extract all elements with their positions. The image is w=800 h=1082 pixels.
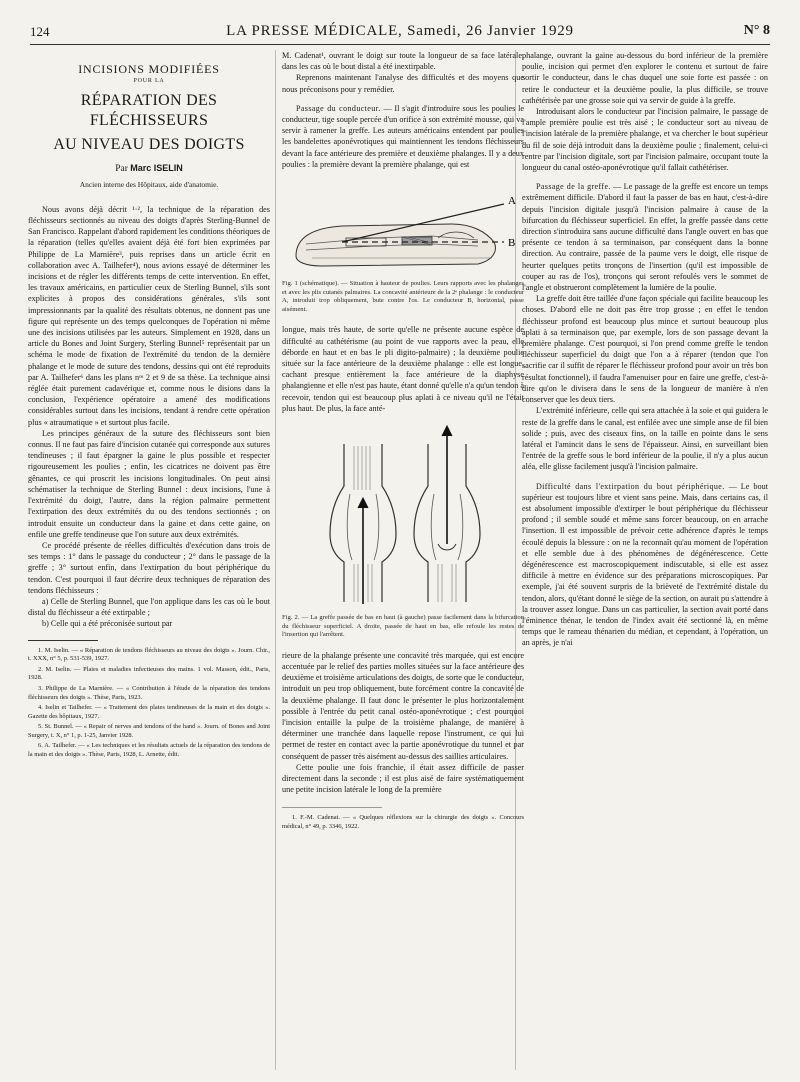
column-3 <box>522 50 768 649</box>
body-paragraph: L'extrémité inférieure, celle qui sera attachée à la soie et qui guidera le reste de la greffe dans le canal, est enfilée avec une simple anse de fil bien solide ; puis, avec des ciseaux fins, on la taille en pointe dans le sens latéral et l'amincit dans le sens de l'épaisseur. Ainsi, en surveillant bien l'entrée de la greffe sous le bord inférieur de la poulie, il n'y a plus aucun aléa, elle glisse facilement jusqu'à l'incision palmaire. <box>522 406 768 472</box>
section-text: — Le passage de la greffe est encore un temps extrêmement difficile. D'abord il faut la passer de bas en haut, c'est-à-dire depuis l'incision digitale jusqu'à l'incision palmaire à cause de la bifurcation du fléchisseur superficiel. En effet, la greffe passée dans cette direction s'introduira sans aucune difficulté dans l'angle ouvert en bas que présente ce tendon à sa terminaison, par conséquent dans la bonne direction. Au contraire, passée de la paume vers le doigt, elle risque de heurter quelques petits tronçons de l'insertion (qu'il est impossible de couper au ras de l'os), tronçons qui seront refoulés vers le sommet de l'angle et obstrueront complètement la lumière de la poulie. <box>522 182 768 293</box>
section-text: — Il s'agit d'introduire sous les poulies le conducteur, tige souple percée d'un orifice à son extrémité mousse, qui va servir à ramener la greffe. Les auteurs américains entendent par poulies les bandelettes aponévrotiques qui maintiennent les tendons fléchisseurs devant la face antérieure des première et deuxième phalanges. Il y a deux poulies : la première devant la première phalange, qui est <box>282 103 524 169</box>
article-heading <box>28 64 270 190</box>
column-1 <box>28 50 270 762</box>
figure-1-illustration <box>282 180 524 276</box>
author-name: Marc ISELIN <box>130 163 183 174</box>
section-paragraph <box>522 481 768 649</box>
section-paragraph <box>282 103 524 170</box>
section-text: — Le bout supérieur est toujours libre et vient sans peine. Mais, dans certains cas, il est absolument impossible d'extirper le bout périphérique du fléchisseur profond ; il semble soudé et même sans forcer beaucoup, on en arrache l'insertion. Il est impossible de prévoir cette adhérence d'après le temps écoulé depuis la blessure : on ne la reconnaît qu'au moment de l'opération et elle semble due à des phénomènes de dégénérescence. Cette dégénérescence est macroscopiquement indiscutable, si elle est assez difficile à mettre en évidence sur des préparations microscopiques. Par exemple, j'ai été souvent surpris de la brièveté de l'extrémité distale du tendon, alors, qu'étant donné le siège de la section, on aurait pu s'attendre à la trouver assez longue. Dans un cas particulier, la section avait porté dans l'éminence thénar, le tendon de l'index avait été sectionné là, en même temps que le rameau thénarien du médian, et cependant, à l'opération, un an après, je n'ai <box>522 481 768 648</box>
body-paragraph: b) Celle qui a été préconisée surtout par <box>42 619 173 629</box>
footnote: 6. A. Tailhefer. — « Les techniques et les résultats actuels de la réparation des tendons de la main et des doigts ». Thèse, Paris, 1928, L. Arnette, édit. <box>28 742 270 759</box>
fig1-label-a: A <box>508 195 516 208</box>
body-paragraph: La greffe doit être taillée d'une façon spéciale qui facilite beaucoup les choses. D'abord elle ne doit pas être trop grosse ; en effet le tendon fléchisseur profond est beaucoup plus mince et surtout beaucoup plus aplati à sa terminaison que, par exemple, lors de son passage devant la première phalange. C'est pourquoi, si l'on prend comme greffe le tendon fléchisseur superficiel du doigt que l'on a à réparer (tendon que l'on sacrifie car il suffit de réparer le fléchisseur profond pour avoir un très bon résultat fonctionnel), il faudra l'amenuiser pour en faire une greffe, c'est-à-dire qu'on le divisera dans le sens de la longueur de manière à n'en conserver que les deux tiers. <box>522 294 768 405</box>
footnote: 1. F.-M. Cadenat. — « Quelques réflexions sur la chirurgie des doigts ». Concours médical, n° 49, p. 3346, 1922. <box>282 814 524 831</box>
body-paragraph: longue, mais très haute, de sorte qu'elle ne présente aucune espèce de difficulté au cathétérisme (au point de vue rapports avec la peau, elle déborde en haut et en bas le pli digito-palmaire) ; la deuxième poulie située sur la face antérieure de la deuxième phalange : elle est longue, cachant presque entièrement la face antérieure de la diaphyse phalangienne et elle n'est pas haute, étant donné qu'elle n'a qu'un tendon à recevoir, tendon qui est beaucoup plus aplati à ce niveau qu'il ne l'était plus haut. De plus, la face anté- <box>282 325 524 413</box>
author-affiliation: Ancien interne des Hôpitaux, aide d'anatomie. <box>79 179 219 189</box>
body-paragraph: rieure de la phalange présente une concavité très marquée, qui est encore accentuée par le relief des parties molles situées sur la face antérieure des deuxième et troisième articulations des doigts, de sorte que le conducteur, introduit un peu trop obliquement, bute forcément contre la concavité de la deuxième phalange. Il faut donc le présenter le plus horizontalement possible à l'entrée du petit canal ostéo-aponévrotique ; c'est pourquoi l'incision entaille la pulpe de la troisième phalange, de manière à déterminer une tranchée dans laquelle repose l'instrument, ce qui lui permet de rester en contact avec la partie aponévrotique du tunnel et par conséquent de passer très aisément au-dessus des saillies articulaires. <box>282 650 524 761</box>
figure-2-illustration <box>282 424 524 610</box>
body-paragraph: Ce procédé présente de réelles difficultés d'exécution dans trois de ses temps : 1° dans le passage du conducteur ; 2° dans le passage de la greffe ; 3° surtout enfin, dans l'extirpation du bout périphérique du tendon. C'est pourquoi il faut décrire deux techniques de réparation des tendons fléchisseurs : <box>28 540 270 595</box>
article-pour-la: POUR LA <box>133 78 165 85</box>
figure-2-caption: Fig. 2. — La greffe passée de bas en haut (à gauche) passe facilement dans la bifurcation du fléchisseur superficiel. A droite, passée de haut en bas, elle refoule les restes de l'insertion qui l'arrêtent. <box>282 614 524 639</box>
column-divider <box>275 50 276 1070</box>
article-kicker: INCISIONS MODIFIÉES <box>78 62 220 76</box>
body-paragraph: a) Celle de Sterling Bunnel, que l'on applique dans les cas où le bout distal du fléchisseur a été extirpable ; <box>28 596 270 618</box>
body-paragraph: Reprenons maintenant l'analyse des difficultés et des moyens que nous préconisons pour y remédier. <box>282 73 524 94</box>
body-paragraph: Introduisant alors le conducteur par l'incision palmaire, le passage de l'ample première poulie est très aisé ; le conducteur sort au niveau de l'incision latérale de la première phalange, et va chercher le bout supérieur du fil de soie déjà introduit dans la deuxième poulie ; finalement, celui-ci rentre par l'incision digitale, sort par l'incision palmaire, occupant toute la longueur du canal ostéo-aponévrotique qu'il fallait cathétériser. <box>522 107 768 173</box>
footnote: 4. Iselin et Tailhefer. — « Traitement des plaies tendineuses de la main et des doigts ». Gazette des hôpitaux, 1927. <box>28 704 270 720</box>
page-header <box>30 10 770 45</box>
body-paragraph: Les principes généraux de la suture des fléchisseurs sont bien connus. Il ne faut pas faire d'incision cutanée qui corresponde aux sutures tendineuses ; il faut épargner la gaine le plus possible et respecter rigoureusement les poulies ; enfin, les cicatrices ne doivent pas être gênantes, ce qui proscrit les incisions longitudinales. On peut ainsi schématiser la technique de Sterling Bunnel : deux incisions, l'une à l'extrémité du doigt, l'autre, dans la région palmaire permettent l'extirpation des deux extrémités du ou des tendons sectionnés ; on introduit ensuite un conducteur dans la gaine et dans cette gaine, on enfile une greffe tendineuse que l'on suture aux deux extrémités. <box>28 428 270 539</box>
journal-title: LA PRESSE MÉDICALE, Samedi, 26 Janvier 1929 <box>226 23 574 39</box>
page-number: 124 <box>30 24 50 39</box>
finger-pulley-diagram <box>282 180 524 276</box>
figure-1-caption: Fig. 1 (schématique). — Situation à hauteur de poulies. Leurs rapports avec les phalanges et avec les plis cutanés palmaires. La concavité antérieure de la 2ᵉ phalange : le conducteur A, introduit trop obliquement, bute contre l'os. Le conducteur B, horizontal, passe aisément. <box>282 280 524 313</box>
body-paragraph: phalange, ouvrant la gaine au-dessous du bord inférieur de la première poulie, incision qui permet d'en explorer le contenu et surtout de faire sortir le conducteur, dans le chas duquel une soie forte est passée : on retire le conducteur et la deuxième poulie, la plus difficile, se trouve cathétérisée par une grosse soie qui va servir de guide à la greffe. <box>522 51 768 105</box>
graft-passage-diagram <box>282 424 524 610</box>
article-author <box>28 163 270 175</box>
body-paragraph: Cette poulie une fois franchie, il était assez difficile de passer directement dans la seconde ; il est plus aisé de faire systématiquement une petite incision latérale le long de la première <box>282 762 524 795</box>
section-paragraph <box>522 181 768 293</box>
section-heading: Passage de la greffe. <box>536 182 611 192</box>
footnote: 3. Philippe de La Marnière. — « Contribution à l'étude de la réparation des tendons fléchisseurs des doigts ». Thèse, Paris, 1923. <box>28 684 270 701</box>
section-heading: Difficulté dans l'extirpation du bout périphérique. <box>536 481 725 491</box>
article-title-line-2: AU NIVEAU DES DOIGTS <box>53 136 245 154</box>
article-title-line-1: RÉPARATION DES FLÉCHISSEURS <box>80 92 218 130</box>
footnote: 2. M. Iselin. — Plaies et maladies infectieuses des mains. 1 vol. Masson, édit., Paris, 1928. <box>28 665 270 682</box>
footnote-rule <box>28 640 98 641</box>
column-2 <box>282 50 524 834</box>
footnote: 5. St. Bunnel. — « Repair of nerves and tendons of the hand ». Journ. of Bones and Joint Surgery, t. X, n° 1, p. 1-25, Janvier 1928. <box>28 723 270 739</box>
section-heading: Passage du conducteur. <box>296 103 381 113</box>
body-paragraph: Nous avons déjà décrit ¹·², la technique de la réparation des fléchisseurs sectionnés au niveau des doigts d'après Sterling-Bunnel de San Francisco. Rappelant d'abord rapidement les conditions théoriques de la réparation (telles qu'elles avaient déjà été fort bien exprimées par Philippe de La Marnière³, puis reprises dans un article écrit en collaboration avec A. Tailhefer⁴), nous avions essayé de déterminer les incisions et de régler les différents temps de cette intervention. En effet, les travaux américains, en particulier ceux de Sterling Bunnel, s'ils sont explicites à propos des considérations générales, s'ils sont impressionnants par la qualité des résultats obtenus, ne donnent pas une figure qui représente un des temps quelconques de l'opération ni même une des incisions utilisées par les auteurs. Simplement en 1928, dans un article du Bones and Joint Surgery, Sterling Bunnel⁵ représentait par un schéma le mode de fixation de l'extrémité du tendon de la dernière phalange et le mode de suture des tendons, dessins qui ont été reproduits par A. Tailhefer⁶ dans les plans nᵒˢ 2 et 9 de sa thèse. La technique ainsi réglée était purement cadavérique et, comme nous le disions dans la conclusion, l'expérience opératoire a amené des modifications considérables surtout dans les incisions, tendant à rendre cette opération plus « atraumatique » et surtout plus facile. <box>28 204 270 427</box>
fig1-label-b: B <box>508 237 516 250</box>
footnote-rule <box>282 807 382 808</box>
body-paragraph: M. Cadenat¹, ouvrant le doigt sur toute la longueur de sa face latérale, dans les cas où le bout distal a été inextirpable. <box>282 51 524 72</box>
footnote: 1. M. Iselin. — « Réparation de tendons fléchisseurs au niveau des doigts ». Journ. Chir., t. XXX, n° 5, p. 531-539, 1927. <box>28 646 270 663</box>
issue-number: N° 8 <box>743 23 770 38</box>
author-prefix: Par <box>115 164 128 175</box>
